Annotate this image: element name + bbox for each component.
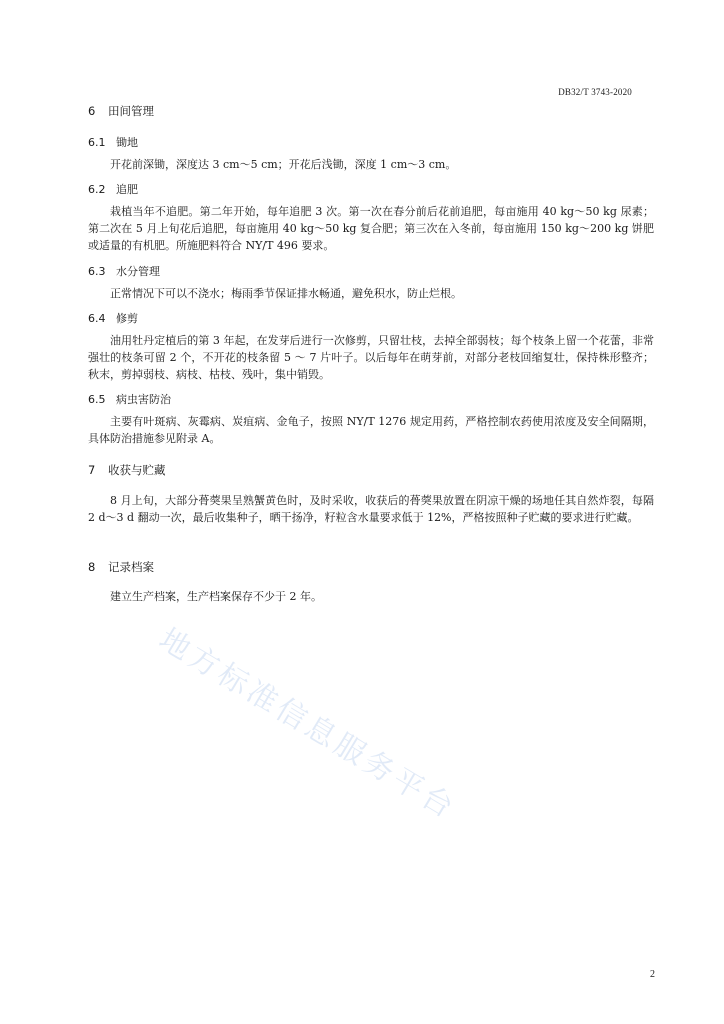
section-number: 6.4	[88, 312, 106, 325]
section-title: 修剪	[116, 312, 138, 325]
section-7-text: 8 月上旬，大部分蓇葖果呈熟蟹黄色时，及时采收，收获后的蓇葖果放置在阴凉干燥的场地任其自然炸裂，每隔 2 d～3 d 翻动一次，最后收集种子，晒干扬净，籽粒含水量要求低于 12%，严格按照种子贮藏的要求进行贮藏。	[88, 494, 654, 524]
section-6-3-heading	[88, 263, 160, 279]
section-8-heading	[88, 559, 154, 575]
section-title: 田间管理	[108, 104, 154, 118]
section-6-4-text: 油用牡丹定植后的第 3 年起，在发芽后进行一次修剪，只留壮枝，去掉全部弱枝；每个枝条上留一个花蕾，非常强壮的枝条可留 2 个，不开花的枝条留 5 ～ 7 片叶子。以后每年在萌芽前，对部分老枝回缩复壮，保持株形整齐；秋末，剪掉弱枝、病枝、枯枝、残叶，集中销毁。	[88, 334, 654, 381]
page-number: 2	[650, 969, 655, 980]
section-6-3-text: 正常情况下可以不浇水；梅雨季节保证排水畅通，避免积水，防止烂根。	[110, 287, 462, 300]
section-title: 收获与贮藏	[108, 463, 166, 477]
section-title: 锄地	[116, 136, 138, 149]
watermark: 地方标准信息服务平台	[152, 621, 463, 827]
section-number: 7	[88, 463, 96, 477]
section-6-1-text: 开花前深锄，深度达 3 cm～5 cm；开花后浅锄，深度 1 cm～3 cm。	[110, 158, 457, 171]
section-7-heading	[88, 462, 166, 478]
section-6-2-heading	[88, 181, 138, 197]
section-title: 病虫害防治	[116, 393, 171, 406]
section-8-text: 建立生产档案，生产档案保存不少于 2 年。	[110, 590, 322, 603]
section-6-5-text: 主要有叶斑病、灰霉病、炭疽病、金龟子，按照 NY/T 1276 规定用药，严格控制农药使用浓度及安全间隔期，具体防治措施参见附录 A。	[88, 415, 654, 445]
section-6-1-heading	[88, 134, 138, 150]
section-6-2-text: 栽植当年不追肥。第二年开始，每年追肥 3 次。第一次在春分前后花前追肥，每亩施用 40 kg～50 kg 尿素；第二次在 5 月上旬花后追肥，每亩施用 40 kg～50 kg 复合肥；第三次在入冬前，每亩施用 150 kg～200 kg 饼肥或适量的有机肥。所施肥料符合 NY/T 496 要求。	[88, 205, 654, 252]
section-title: 水分管理	[116, 265, 160, 278]
section-title: 追肥	[116, 183, 138, 196]
section-6-heading	[88, 103, 154, 119]
section-title: 记录档案	[108, 560, 154, 574]
standard-number: DB32/T 3743-2020	[558, 87, 632, 97]
section-6-5-heading	[88, 391, 171, 407]
section-number: 8	[88, 560, 96, 574]
section-number: 6	[88, 104, 96, 118]
section-number: 6.2	[88, 183, 106, 196]
section-number: 6.1	[88, 136, 106, 149]
section-number: 6.3	[88, 265, 106, 278]
section-number: 6.5	[88, 393, 106, 406]
section-6-4-heading	[88, 310, 138, 326]
